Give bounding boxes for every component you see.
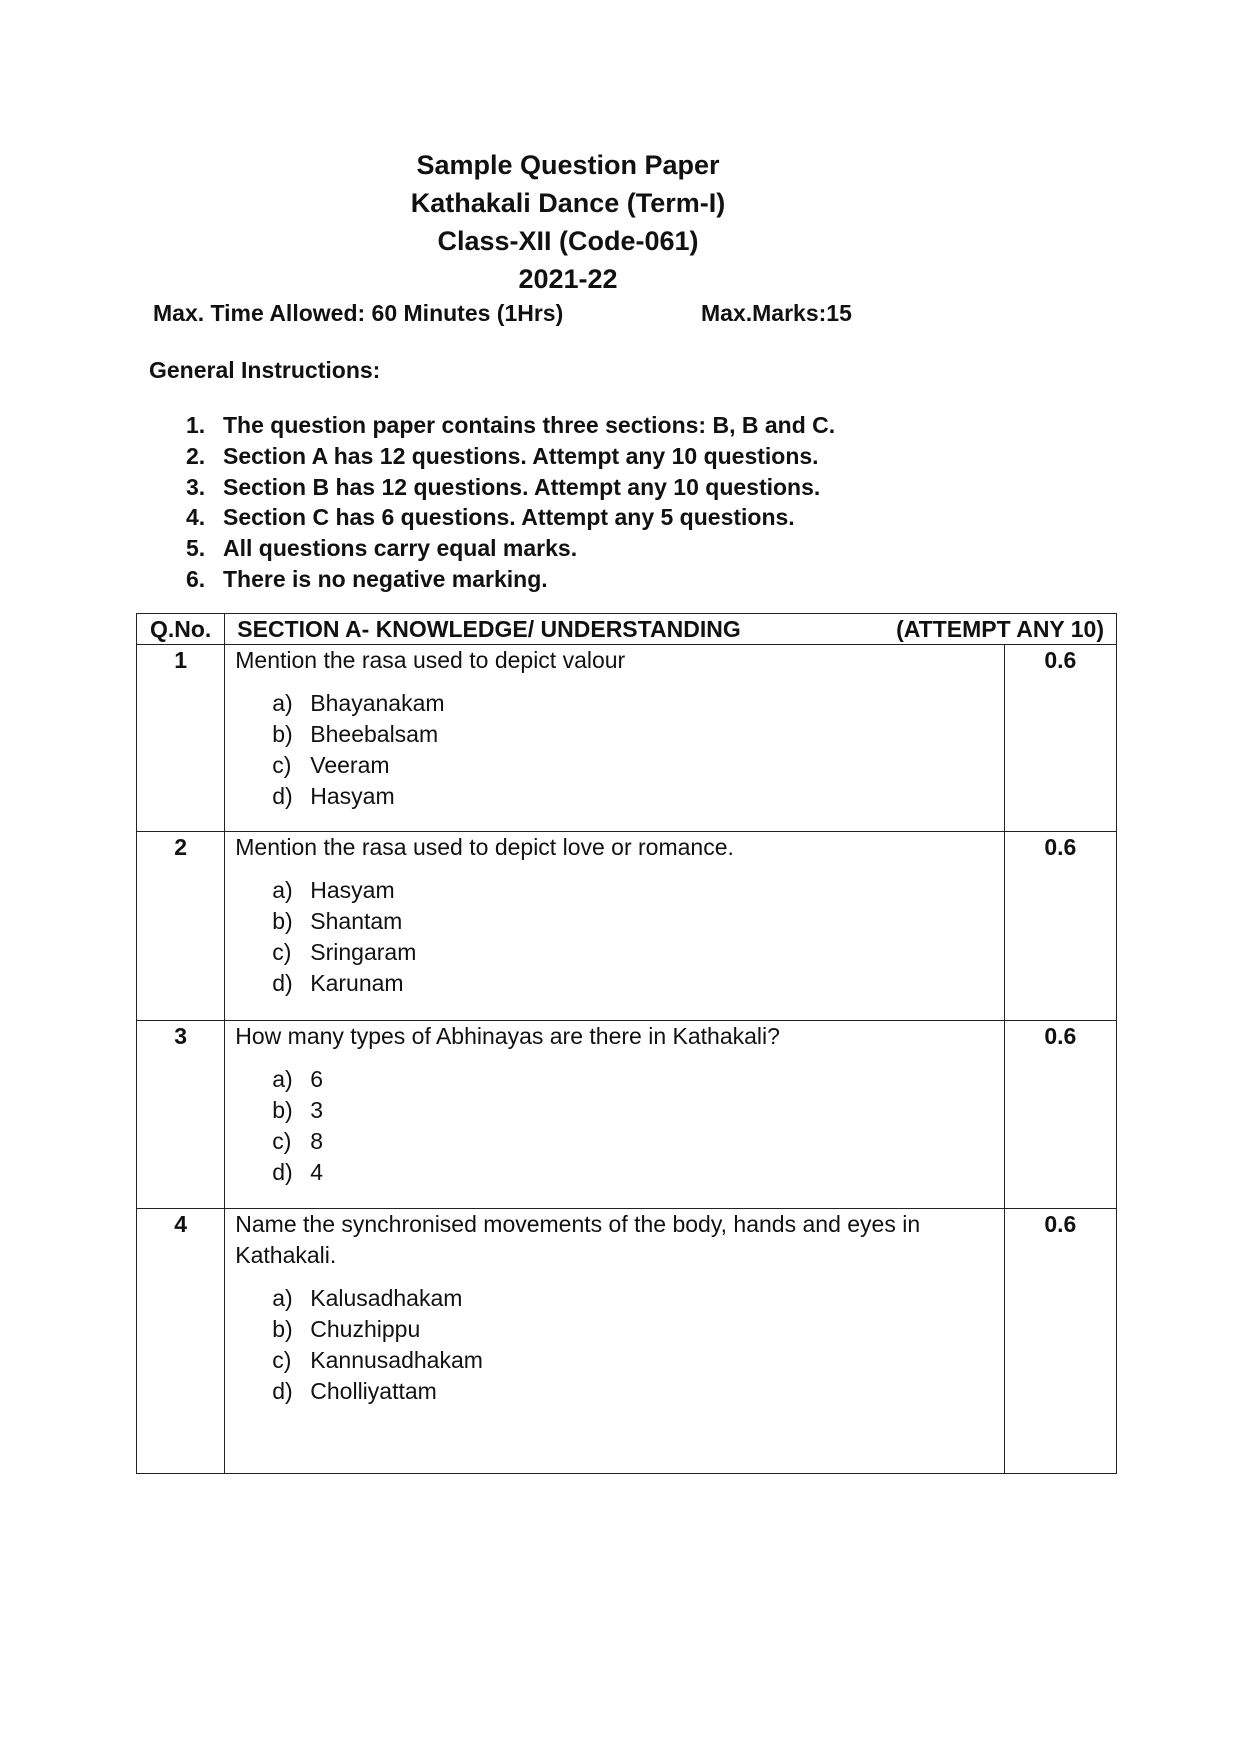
option-text: Bhayanakam <box>310 690 445 716</box>
option-item <box>272 1095 993 1126</box>
option-letter: c) <box>272 939 292 965</box>
option-item <box>272 1283 993 1314</box>
question-marks: 0.6 <box>1044 1023 1077 1049</box>
question-marks: 0.6 <box>1044 647 1077 673</box>
question-row <box>137 1021 1117 1209</box>
instruction-number: 3. <box>186 473 206 500</box>
marks-cell <box>1004 832 1116 1021</box>
option-letter: d) <box>272 1159 293 1185</box>
option-item <box>272 750 993 781</box>
option-text: 6 <box>310 1066 324 1092</box>
option-text: Sringaram <box>310 939 417 965</box>
options-list <box>272 1064 993 1188</box>
question-text: Name the synchronised movements of the body, hands and eyes in Kathakali. <box>235 1211 921 1268</box>
option-text: Bheebalsam <box>310 721 439 747</box>
question-row <box>137 832 1117 1021</box>
marks-cell <box>1004 1209 1116 1474</box>
option-item <box>272 719 993 750</box>
option-text: Cholliyattam <box>310 1378 437 1404</box>
question-text: Mention the rasa used to depict love or romance. <box>235 834 734 860</box>
option-letter: c) <box>272 752 292 778</box>
max-marks: Max.Marks:15 <box>701 300 852 326</box>
instruction-text: Section C has 6 questions. Attempt any 5 questions. <box>223 504 795 531</box>
option-text: Shantam <box>310 908 403 934</box>
option-letter: a) <box>272 690 293 716</box>
option-letter: c) <box>272 1128 292 1154</box>
instruction-text: Section A has 12 questions. Attempt any 10 questions. <box>223 442 819 469</box>
option-item <box>272 1376 993 1407</box>
question-number-cell <box>137 1209 225 1474</box>
option-letter: c) <box>272 1347 292 1373</box>
question-number: 1 <box>174 647 188 673</box>
option-text: Kalusadhakam <box>310 1285 463 1311</box>
options-list <box>272 688 993 812</box>
instructions-list <box>186 410 835 595</box>
option-letter: d) <box>272 970 293 996</box>
option-item <box>272 688 993 719</box>
instruction-item <box>186 410 835 441</box>
marks-cell <box>1004 1021 1116 1209</box>
option-text: 3 <box>310 1097 324 1123</box>
question-row <box>137 645 1117 832</box>
instruction-item <box>186 472 835 503</box>
header-attempt: (ATTEMPT ANY 10) <box>896 616 1104 642</box>
paper-title: Sample Question Paper <box>416 150 720 180</box>
paper-year: 2021-22 <box>518 264 618 294</box>
header-section-title: SECTION A- KNOWLEDGE/ UNDERSTANDING <box>237 616 741 642</box>
option-text: Hasyam <box>310 877 395 903</box>
general-instructions-heading: General Instructions: <box>149 357 381 383</box>
instruction-item <box>186 533 835 564</box>
option-item <box>272 937 993 968</box>
option-text: Kannusadhakam <box>310 1347 483 1373</box>
instruction-text: The question paper contains three sections: B, B and C. <box>223 412 836 438</box>
option-text: Hasyam <box>310 783 395 809</box>
question-number-cell <box>137 832 225 1021</box>
option-letter: b) <box>272 908 293 934</box>
instruction-item <box>186 441 835 472</box>
option-text: Veeram <box>310 752 390 778</box>
option-letter: a) <box>272 1066 293 1092</box>
question-text: How many types of Abhinayas are there in Kathakali? <box>235 1023 780 1049</box>
question-cell <box>225 832 1004 1021</box>
question-text: Mention the rasa used to depict valour <box>235 647 626 673</box>
option-item <box>272 1314 993 1345</box>
question-cell <box>225 645 1004 832</box>
option-item <box>272 1126 993 1157</box>
option-letter: d) <box>272 783 293 809</box>
paper-subject: Kathakali Dance (Term-I) <box>410 188 726 218</box>
instruction-number: 2. <box>186 442 206 469</box>
option-letter: b) <box>272 1097 293 1123</box>
title-block <box>0 146 1136 298</box>
marks-cell <box>1004 645 1116 832</box>
option-text: Chuzhippu <box>310 1316 421 1342</box>
question-number-cell <box>137 645 225 832</box>
option-item <box>272 906 993 937</box>
option-letter: a) <box>272 877 293 903</box>
question-row <box>137 1209 1117 1474</box>
option-item <box>272 781 993 812</box>
instruction-number: 5. <box>186 535 206 562</box>
question-marks: 0.6 <box>1044 834 1077 860</box>
option-item <box>272 1157 993 1188</box>
option-letter: b) <box>272 1316 293 1342</box>
options-list <box>272 1283 993 1407</box>
option-item <box>272 1345 993 1376</box>
option-text: 4 <box>310 1159 324 1185</box>
instruction-text: All questions carry equal marks. <box>223 535 578 562</box>
option-item <box>272 968 993 999</box>
header-qno: Q.No. <box>137 614 225 645</box>
instruction-number: 6. <box>186 565 206 592</box>
options-list <box>272 875 993 999</box>
option-letter: a) <box>272 1285 293 1311</box>
option-text: 8 <box>310 1128 324 1154</box>
option-letter: b) <box>272 721 293 747</box>
option-letter: d) <box>272 1378 293 1404</box>
question-number: 3 <box>174 1023 188 1049</box>
question-number: 4 <box>174 1211 188 1237</box>
instruction-number: 1. <box>186 412 206 438</box>
instruction-text: Section B has 12 questions. Attempt any 10 questions. <box>223 473 821 500</box>
question-marks: 0.6 <box>1044 1211 1077 1237</box>
header-section-cell <box>225 614 1117 645</box>
instruction-number: 4. <box>186 504 206 531</box>
questions-table <box>136 613 1117 1474</box>
question-number: 2 <box>174 834 188 860</box>
max-time: Max. Time Allowed: 60 Minutes (1Hrs) <box>153 300 564 326</box>
paper-class-code: Class-XII (Code-061) <box>437 226 699 256</box>
option-item <box>272 875 993 906</box>
question-cell <box>225 1021 1004 1209</box>
question-number-cell <box>137 1021 225 1209</box>
instruction-item <box>186 502 835 533</box>
instruction-text: There is no negative marking. <box>223 565 548 592</box>
option-item <box>272 1064 993 1095</box>
table-header-row <box>137 614 1117 645</box>
instruction-item <box>186 564 835 595</box>
question-cell <box>225 1209 1004 1474</box>
option-text: Karunam <box>310 970 404 996</box>
